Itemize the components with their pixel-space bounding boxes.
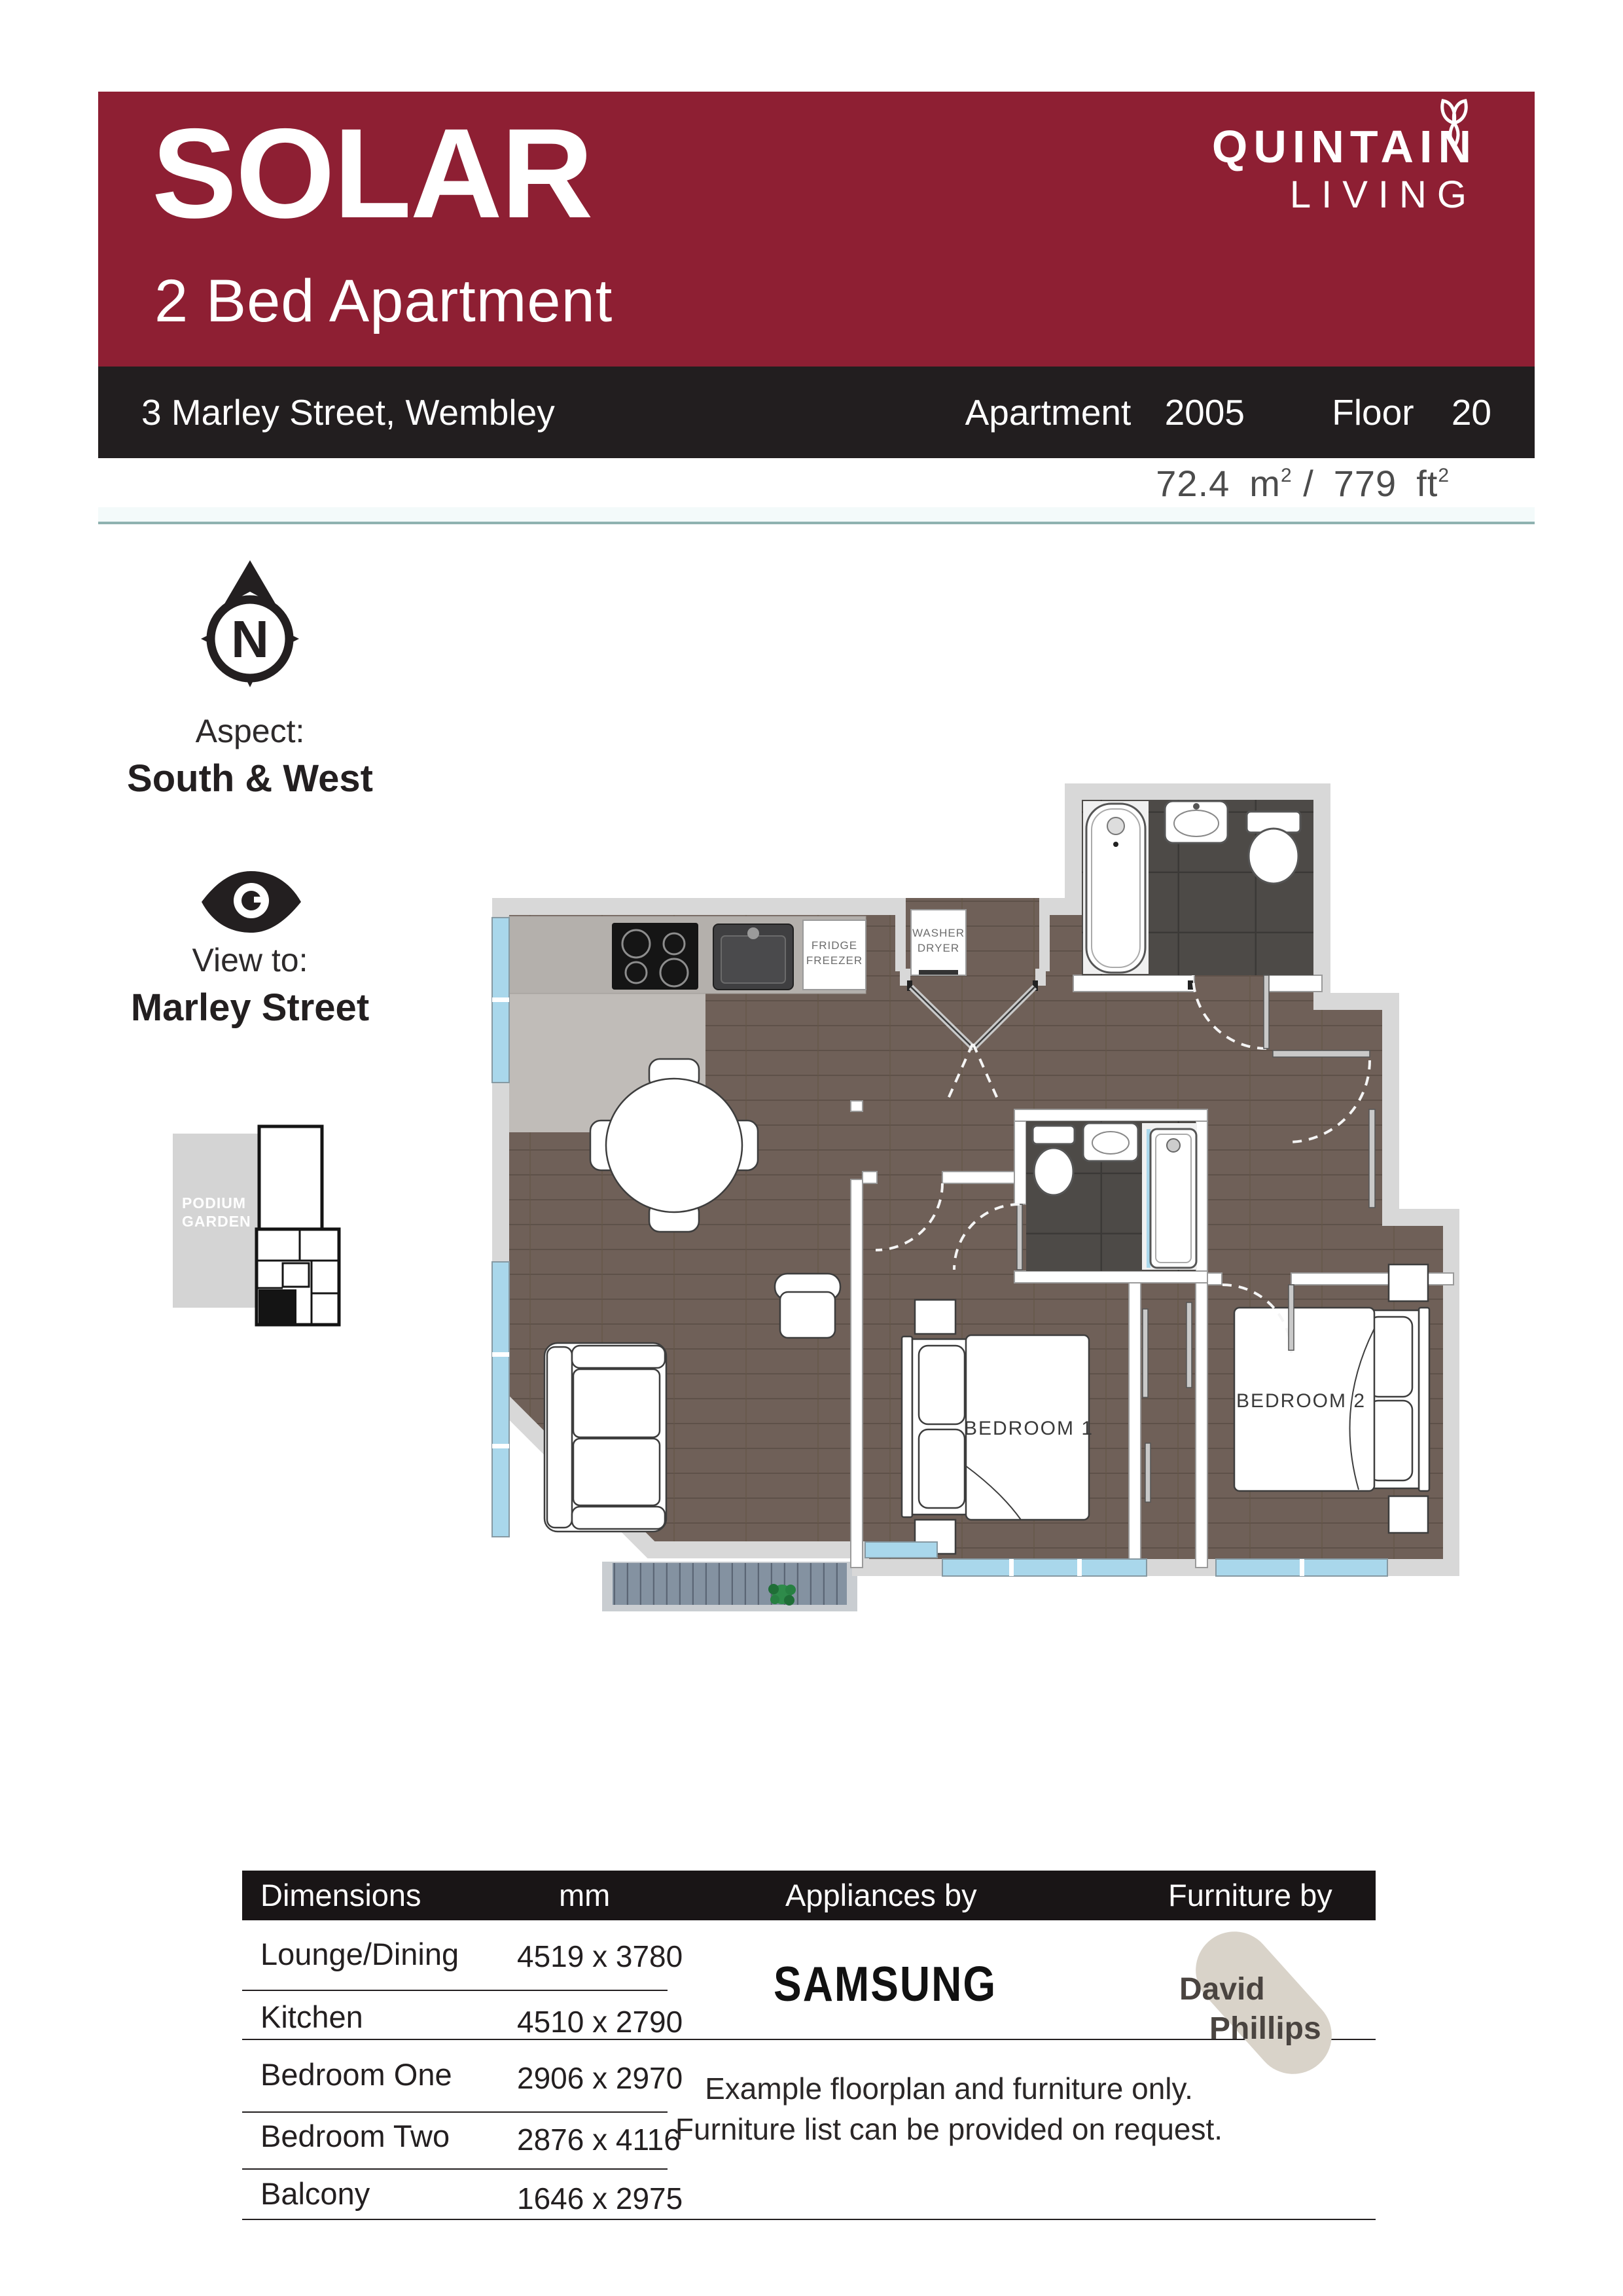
table-row-value: 1646 x 2975 <box>517 2181 683 2215</box>
table-row-value: 4519 x 3780 <box>517 1939 683 1973</box>
sink-icon <box>713 924 793 990</box>
rule-highlight <box>98 507 1535 522</box>
basin-icon <box>1165 801 1228 843</box>
disclaimer-note: Example floorplan and furniture only. Furniture list can be provided on request. <box>675 2072 1223 2146</box>
address-bar <box>98 367 1535 458</box>
brand-logo <box>1212 123 1477 219</box>
table-row: Bedroom One <box>260 2057 452 2092</box>
view-block <box>119 941 381 1030</box>
toilet-icon <box>1247 812 1300 884</box>
table-row-value: 4510 x 2790 <box>517 2005 683 2039</box>
col-furniture: Furniture by <box>1168 1878 1332 1912</box>
col-mm: mm <box>559 1878 611 1912</box>
area-divider: / <box>1303 463 1314 504</box>
area-sqm-unit: m <box>1249 463 1281 504</box>
row-divider <box>242 1990 668 1991</box>
armchair <box>775 1274 840 1338</box>
address: 3 Marley Street, Wembley <box>141 392 555 433</box>
table-row-value: 2906 x 2970 <box>517 2061 683 2095</box>
shower-icon <box>1147 1129 1196 1268</box>
bedroom2-label: BEDROOM 2 <box>1236 1390 1366 1412</box>
trillium-flower-icon <box>1429 94 1480 152</box>
apartment-label: Apartment <box>965 392 1132 433</box>
compass-north-icon <box>193 558 308 695</box>
samsung-logo: SAMSUNG <box>774 1956 997 2012</box>
col-appliances: Appliances by <box>785 1878 977 1912</box>
brand-name: QUINTAIN <box>1211 121 1477 172</box>
aspect-label: Aspect: <box>195 713 305 749</box>
area-sqft-unit: ft <box>1416 463 1438 504</box>
aspect-block <box>119 712 381 800</box>
development-title: SOLAR <box>152 102 592 245</box>
view-value: Marley Street <box>130 986 370 1029</box>
bedroom1-label: BEDROOM 1 <box>963 1418 1094 1439</box>
unit-info <box>965 391 1491 433</box>
floor-number: 20 <box>1451 392 1491 433</box>
sofa <box>544 1343 666 1532</box>
plant-icon <box>768 1584 796 1605</box>
table-row: Lounge/Dining <box>260 1937 459 1971</box>
svg-text:FREEZER: FREEZER <box>806 954 863 967</box>
area-sqft: 779 <box>1333 463 1397 504</box>
apartment-type: 2 Bed Apartment <box>154 268 613 334</box>
minimap-label-2: GARDEN <box>182 1213 251 1230</box>
floor-label: Floor <box>1332 392 1414 433</box>
aspect-value: South & West <box>127 757 373 800</box>
floorplan <box>484 753 1459 1617</box>
balcony <box>602 1562 857 1611</box>
table-row-value: 2876 x 4116 <box>517 2123 681 2157</box>
spec-table-header <box>242 1871 1376 1920</box>
eye-icon <box>198 868 305 936</box>
svg-text:WASHER: WASHER <box>912 927 965 939</box>
david-phillips-logo: David Phillips <box>1179 1931 1356 2075</box>
table-row: Bedroom Two <box>260 2119 450 2153</box>
svg-text:FRIDGE: FRIDGE <box>811 939 858 952</box>
hob-icon <box>612 923 698 990</box>
highlighted-unit <box>259 1289 296 1323</box>
ensuite-basin-icon <box>1083 1123 1138 1161</box>
row-divider <box>242 2168 668 2170</box>
header-banner <box>98 92 1535 367</box>
col-dimensions: Dimensions <box>260 1878 421 1912</box>
ensuite-toilet-icon <box>1033 1126 1075 1195</box>
apartment-number: 2005 <box>1164 392 1245 433</box>
table-bottom-rule <box>242 2219 1376 2220</box>
view-label: View to: <box>192 942 308 978</box>
brand-sub: LIVING <box>1289 173 1477 216</box>
svg-text:DRYER: DRYER <box>917 942 960 954</box>
divider-rule <box>98 522 1535 524</box>
fridge-freezer <box>803 920 866 990</box>
minimap-label-1: PODIUM <box>182 1194 246 1211</box>
floor-area: 72.4 $m^2 / 779$ $ft^2$ <box>1156 463 1450 504</box>
bathtub-icon <box>1086 804 1145 973</box>
svg-text:N: N <box>231 610 269 668</box>
site-minimap <box>171 1124 343 1329</box>
spec-table <box>242 1871 1376 2237</box>
table-row: Kitchen <box>260 2000 363 2034</box>
area-sqm: 72.4 <box>1156 463 1230 504</box>
washer-dryer <box>911 910 966 975</box>
table-row: Balcony <box>260 2176 370 2211</box>
